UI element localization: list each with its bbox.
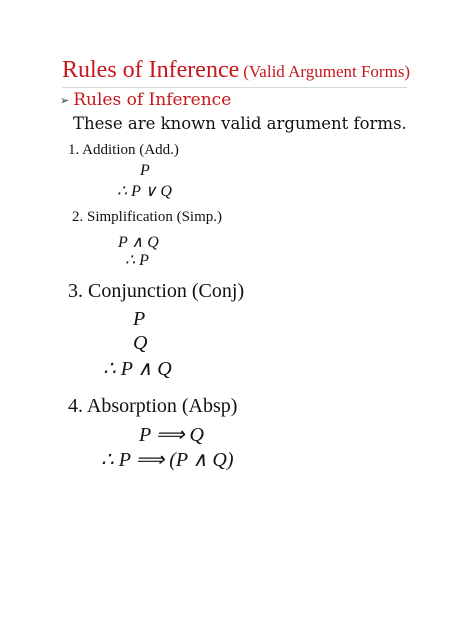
bullet-arrow-icon: ➢: [60, 93, 70, 107]
rule-3-heading: 3. Conjunction (Conj): [68, 280, 245, 302]
page-title: [62, 57, 410, 84]
rule-4-premise: P ⟹ Q: [139, 424, 204, 446]
rule-1-conclusion: ∴ P ∨ Q: [117, 183, 172, 200]
bullet-heading: [60, 90, 231, 110]
rule-3-conclusion: ∴ P ∧ Q: [103, 358, 172, 380]
title-divider: [62, 87, 407, 88]
rule-2-heading: 2. Simplification (Simp.): [72, 209, 222, 225]
rule-3-premise-1: P: [133, 308, 146, 330]
title-subtitle: (Valid Argument Forms): [243, 62, 411, 81]
rule-2-conclusion: ∴ P: [125, 252, 149, 269]
rule-3-premise-2: Q: [133, 332, 148, 354]
rule-4-conclusion: ∴ P ⟹ (P ∧ Q): [101, 449, 234, 471]
bullet-label: Rules of Inference: [73, 90, 232, 110]
rule-4-heading: 4. Absorption (Absp): [68, 395, 238, 417]
rule-1-heading: 1. Addition (Add.): [68, 142, 179, 158]
intro-text: These are known valid argument forms.: [73, 114, 407, 133]
title-main: Rules of Inference: [62, 57, 240, 83]
rule-1-premise: P: [140, 162, 150, 179]
rule-2-premise: P ∧ Q: [118, 234, 159, 251]
